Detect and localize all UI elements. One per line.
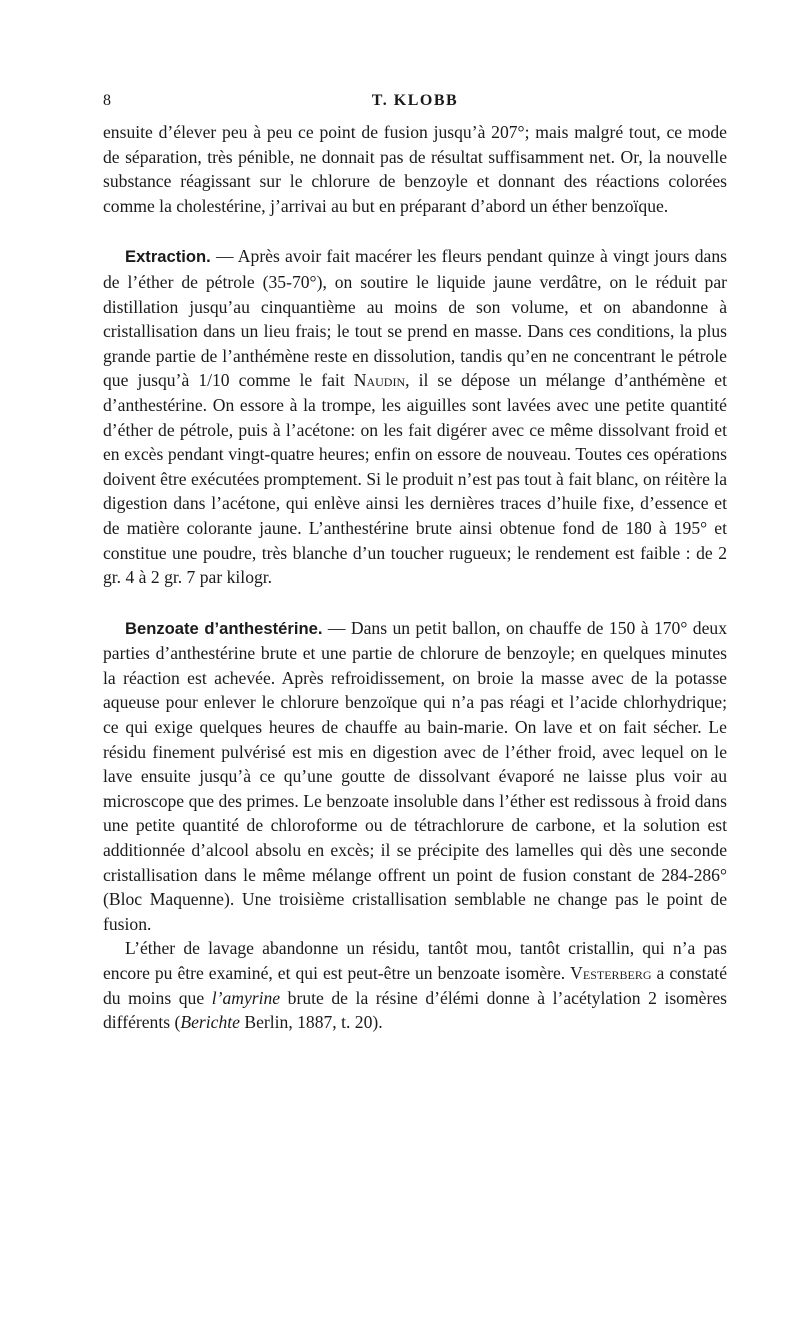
page-header [103, 92, 727, 118]
ether-text-b: a constaté du moins que [103, 963, 727, 1008]
document-page [103, 92, 727, 1035]
paragraph-benzoate [103, 616, 727, 937]
ether-text-a: L’éther de lavage abandonne un résidu, tantôt mou, tantôt cristallin, qui n’a pas encore pu être examiné, et qui est peut-être un benzoate isomère. [103, 938, 727, 983]
ether-text-d: Berlin, 1887, t. 20). [239, 1012, 383, 1033]
term-amyrine: l’amyrine [211, 987, 281, 1008]
paragraph-intro: ensuite d’élever peu à peu ce point de fusion jusqu’à 207°; mais malgré tout, ce mode de séparation, très pénible, ne donnait pas de résultat suffisamment net. Or, la nouvelle substance réagissant sur le chlorure de benzoyle et donnant des réactions colorées comme la cholestérine, j’arrivai au but en préparant d’abord un éther benzoïque. [103, 122, 727, 216]
author-naudin: Naudin [353, 370, 406, 391]
extraction-text-b: , il se dépose un mélange d’anthémène et d’anthestérine. On essore à la trompe, les aiguilles sont lavées avec une petite quantité d’éther de pétrole, puis à l’acétone: on les fait digérer avec ce même dissolvant froid et en excès pendant vingt-quatre heures; enfin on essore de nouveau. Toutes ces opérations doivent être exécutées promptement. Si le produit n’est pas tout à fait blanc, on réitère la digestion dans l’acétone, qui enlève ainsi les dernières traces d’huile fixe, d’essence et de matière colorante jaune. L’anthestérine brute ainsi obtenue fond de 180 à 195° et constitue une poudre, très blanche d’un toucher rugueux; le rendement est faible : de 2 gr. 4 à 2 gr. 7 par kilogr. [103, 370, 727, 588]
paragraph-ether [103, 936, 727, 1034]
page-number: 8 [103, 92, 111, 109]
ether-text-c: brute de la résine d’élémi donne à l’acétylation 2 isomères différents ( [103, 987, 727, 1033]
running-head: T. KLOBB [371, 92, 459, 109]
section-heading-benzoate: Benzoate d’anthestérine. [125, 618, 323, 638]
author-vesterberg: Vesterberg [570, 963, 652, 983]
section-heading-extraction: Extraction. [125, 247, 211, 267]
benzoate-text: — Dans un petit ballon, on chauffe de 150 à 170° deux parties d’anthestérine brute et une partie de chlorure de benzoyle; en quelques minutes la réaction est achevée. Après refroidissement, on broie la masse avec de la potasse aqueuse pour enlever le chlorure benzoïque qui n’a pas réagi et l’acide chlorhydrique; ce qui exige quelques heures de chauffe au bain-marie. On lave et on fait sécher. Le résidu finement pulvérisé est mis en digestion avec de l’éther froid, avec lequel on le lave ensuite jusqu’à ce qu’une goutte de dissolvant évaporé ne laisse plus voir au microscope que des primes. Le benzoate insoluble dans l’éther est redissous à froid dans une petite quantité de chloroforme ou de tétrachlorure de carbone, et la solution est additionnée d’alcool absolu en excès; il se précipite des lamelles qui dès une seconde cristallisation dans le même mélange offrent un point de fusion constant de 284-286° (Bloc Maquenne). Une troisième cristallisation semblable ne change pas le point de fusion. [103, 617, 728, 934]
paragraph-extraction [103, 244, 727, 589]
extraction-text-a: — Après avoir fait macérer les fleurs pendant quinze à vingt jours dans de l’éther de pétrole (35-70°), on soutire le liquide jaune verdâtre, on le réduit par distillation jusqu’au cinquantième au moins de son volume, et on abandonne à cristallisation dans un lieu frais; le tout se prend en masse. Dans ces conditions, la plus grande partie de l’anthémène reste en dissolution, tandis qu’en ne concentrant le pétrole que jusqu’à 1/10 comme le fait [103, 246, 727, 391]
journal-berichte: Berichte [180, 1012, 240, 1033]
